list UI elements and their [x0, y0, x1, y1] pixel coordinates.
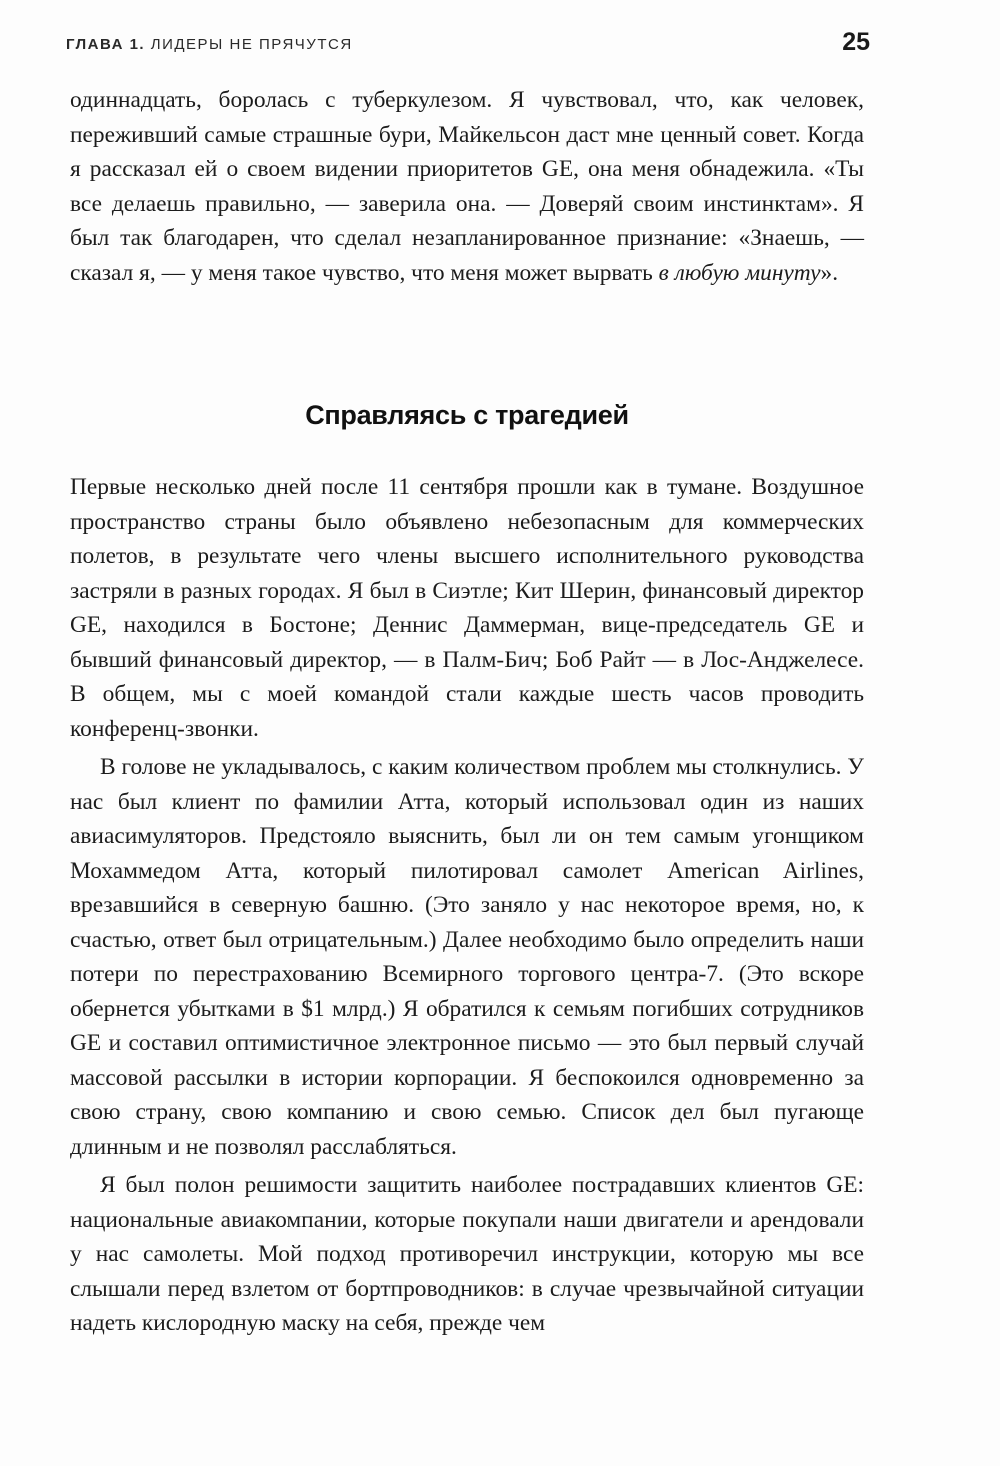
- intro-paragraph-emphasis: в любую минуту: [658, 259, 821, 286]
- section-paragraph-2: В голове не укладывалось, с каким количеством проблем мы столкнулись. У нас был клиент по фамилии Атта, который использовал один из наших авиасимуляторов. Предстояло выяснить, был ли он тем самым угонщиком Мохаммедом Атта, который пилотировал самолет American Airlines, врезавшийся в северную башню. (Это заняло у нас некоторое время, но, к счастью, ответ был отрицательным.) Далее необходимо было определить наши потери по перестрахованию Всемирного торгового центра-7. (Это вскоре обернется убытками в $1 млрд.) Я обратился к семьям погибших сотрудников GE и составил оптимистичное электронное письмо — это был первый случай массовой рассылки в истории корпорации. Я беспокоился одновременно за свою страну, свою компанию и свою семью. Список дел был пугающе длинным и не позволял расслабляться.: [70, 754, 864, 1160]
- section-paragraph-1: Первые несколько дней после 11 сентября прошли как в тумане. Воздушное пространство страны было объявлено небезопасным для коммерческих полетов, в результате чего члены высшего исполнительного руководства застряли в разных городах. Я был в Сиэтле; Кит Шерин, финансовый директор GE, находился в Бостоне; Деннис Даммерман, вице-председатель GE и бывший финансовый директор, — в Палм-Бич; Боб Райт — в Лос-Анджелесе. В общем, мы с моей командой стали каждые шесть часов проводить конференц-звонки.: [70, 474, 864, 742]
- intro-text-block: [70, 83, 864, 290]
- chapter-number: ГЛАВА 1.: [66, 36, 146, 53]
- section-paragraph-3: Я был полон решимости защитить наиболее пострадавших клиентов GE: национальные авиакомпании, которые покупали наши двигатели и арендовали у нас самолеты. Мой подход противоречил инструкции, которую мы все слышали перед взлетом от бортпроводников: в случае чрезвычайной ситуации надеть кислородную маску на себя, прежде чем: [70, 1172, 864, 1336]
- page-number: 25: [842, 28, 870, 56]
- intro-paragraph-text: одиннадцать, боролась с туберкулезом. Я чувствовал, что, как человек, переживший самые страшные бури, Майкельсон даст мне ценный совет. Когда я рассказал ей о своем видении приоритетов GE, она меня обнадежила. «Ты все делаешь правильно, — заверила она. — Доверяй своим инстинктам». Я был так благодарен, что сделал незапланированное признание: «Знаешь, — сказал я, — у меня такое чувство, что меня может вырвать: [70, 87, 864, 286]
- section-text-block: [70, 470, 864, 1341]
- section-heading: Справляясь с трагедией: [305, 400, 629, 430]
- intro-paragraph: [70, 83, 864, 290]
- intro-paragraph-tail: ».: [820, 259, 839, 286]
- running-header: [66, 36, 866, 66]
- chapter-title: ЛИДЕРЫ НЕ ПРЯЧУТСЯ: [150, 36, 353, 53]
